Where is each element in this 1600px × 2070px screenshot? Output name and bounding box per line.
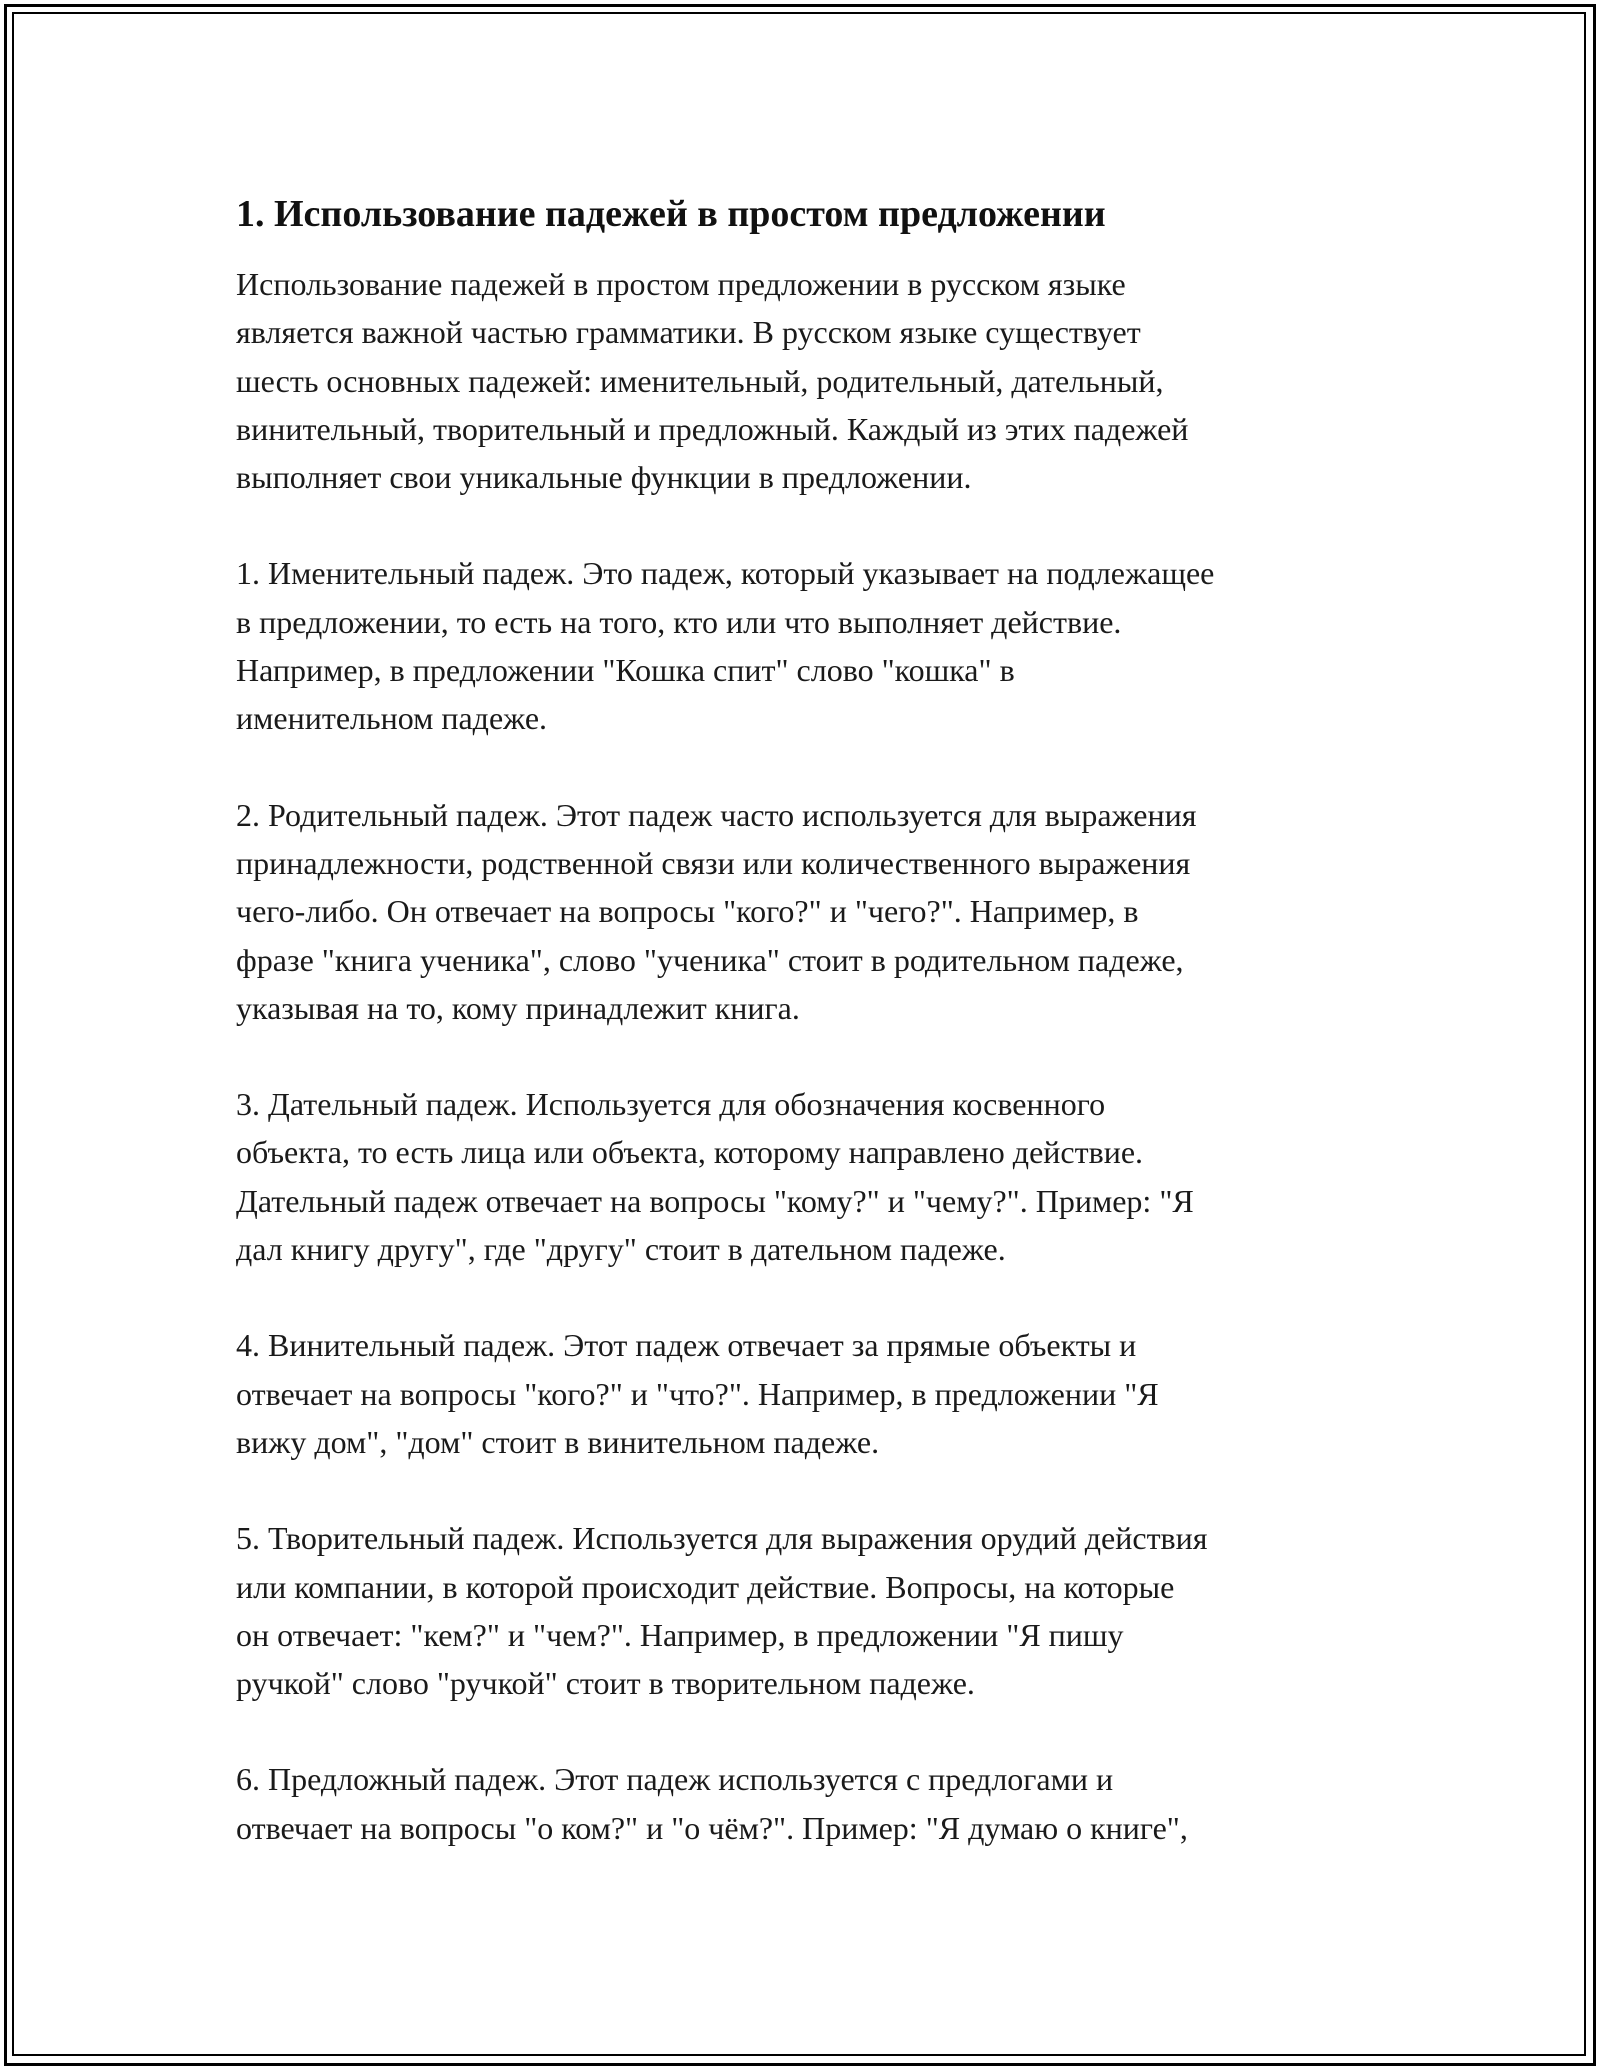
paragraph-dative: 3. Дательный падеж. Используется для обозначения косвенного объекта, то есть лица или объекта, которому направлено действие. Дательный падеж отвечает на вопросы "кому?" и "чему?". Пример: "Я дал книгу другу", где "другу" стоит в дательном падеже.	[236, 1086, 1194, 1268]
paragraph-accusative: 4. Винительный падеж. Этот падеж отвечает за прямые объекты и отвечает на вопросы "кого?" и "что?". Например, в предложении "Я вижу дом", "дом" стоит в винительном падеже.	[236, 1327, 1159, 1460]
paragraph-intro: Использование падежей в простом предложении в русском языке является важной частью грамматики. В русском языке существует шесть основных падежей: именительный, родительный, дательный, винительный, творительный и предложный. Каждый из этих падежей выполняет свои уникальные функции в предложении.	[236, 266, 1189, 496]
document-body	[236, 188, 1376, 1852]
paragraph-genitive: 2. Родительный падеж. Этот падеж часто используется для выражения принадлежности, родственной связи или количественного выражения чего-либо. Он отвечает на вопросы "кого?" и "чего?". Например, в фразе "книга ученика", слово "ученика" стоит в родительном падеже, указывая на то, кому принадлежит книга.	[236, 796, 1197, 1026]
document-title: 1. Использование падежей в простом предложении	[236, 193, 1106, 235]
paragraph-instrumental: 5. Творительный падеж. Используется для выражения орудий действия или компании, в которой происходит действие. Вопросы, на которые он отвечает: "кем?" и "чем?". Например, в предложении "Я пишу ручкой" слово "ручкой" стоит в творительном падеже.	[236, 1520, 1208, 1702]
paragraph-nominative: 1. Именительный падеж. Это падеж, который указывает на подлежащее в предложении, то есть на того, кто или что выполняет действие. Например, в предложении "Кошка спит" слово "кошка" в именительном падеже.	[236, 555, 1215, 737]
paragraph-prepositional: 6. Предложный падеж. Этот падеж используется с предлогами и отвечает на вопросы "о ком?" и "о чём?". Пример: "Я думаю о книге",	[236, 1761, 1188, 1846]
